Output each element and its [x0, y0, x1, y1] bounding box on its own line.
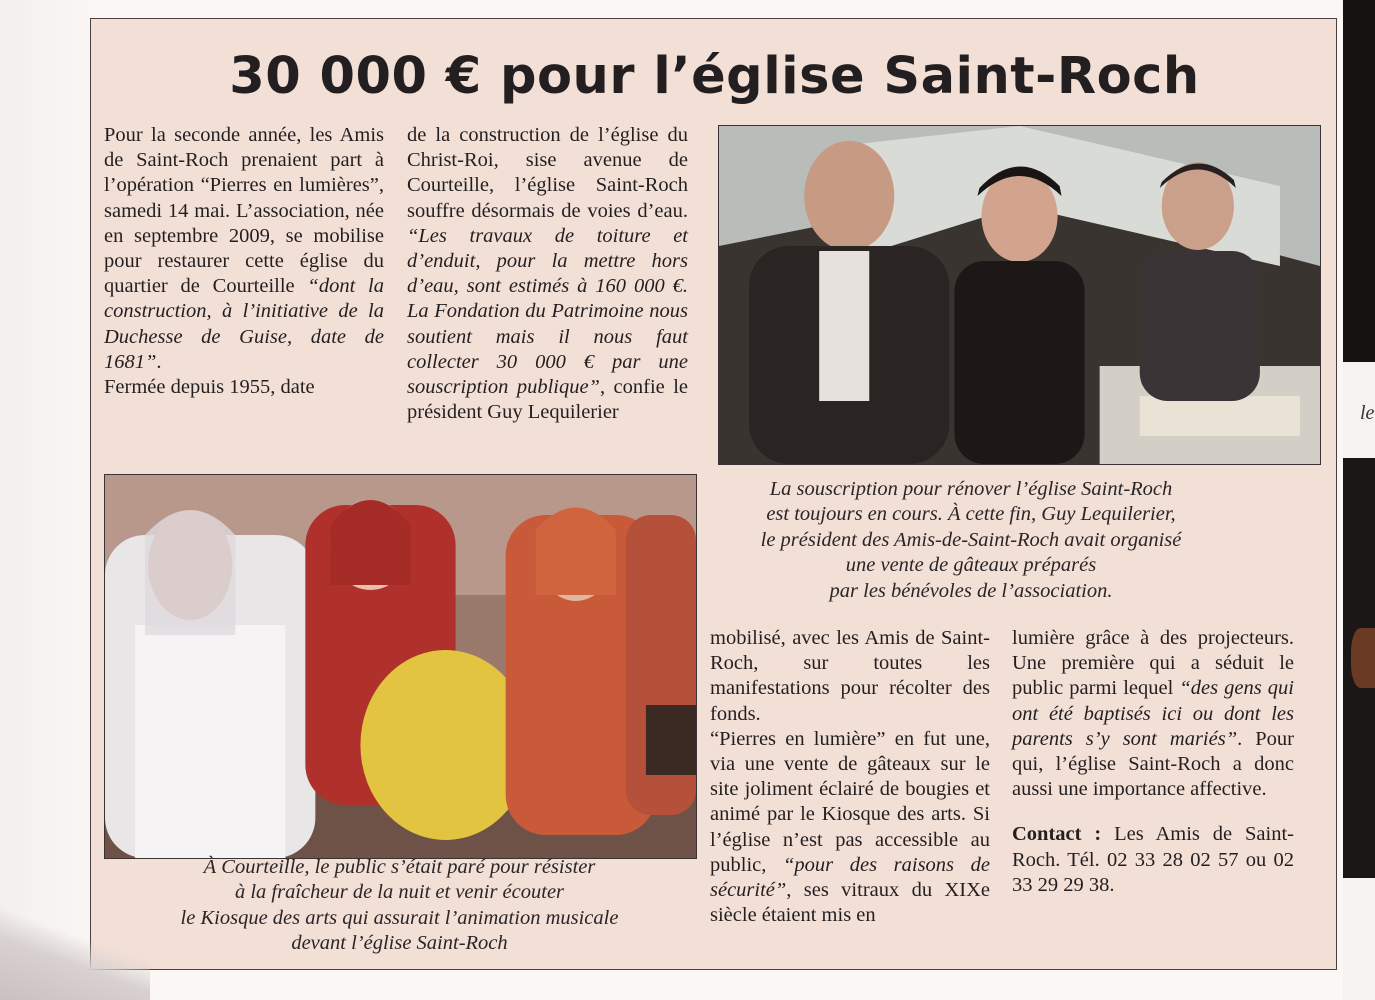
- contact-info: Contact : Les Amis de Saint-Roch. Tél. 02 33 28 02 57 ou 02 33 29 29 38.: [1012, 823, 1294, 896]
- headline: 30 000 € pour l’église Saint-Roch: [229, 47, 1200, 106]
- text-column-1: [104, 123, 384, 400]
- quote: “Les travaux de toiture et d’enduit, pour la mettre hors d’eau, sont estimés à 160 000 €. La Fondation du Patrimoine nous soutient mais il nous faut collecter 30 000 € par une souscription publique”: [407, 224, 688, 399]
- text-column-3: [710, 626, 990, 928]
- paragraph: lumière grâce à des projecteurs. Une première qui a séduit le public parmi lequel “des gens qui ont été baptisés ici ou dont les parents s’y sont mariés”. Pour qui, l’église Saint-Roch a donc aussi une importance affective.: [1012, 627, 1294, 801]
- text-column-2: [407, 123, 688, 425]
- paragraph: Pour la seconde année, les Amis de Saint-Roch prenaient part à l’opération “Pierres en lumières”, samedi 14 mai. L’association, née en septembre 2009, se mobilise pour restaurer cette église du quartier de Courteille “dont la construction, à l’initiative de la Duchesse de Guise, date de 1681”.: [104, 124, 384, 373]
- page-background: [0, 0, 90, 1000]
- caption-bottom-photo: À Courteille, le public s’était paré pour résister à la fraîcheur de la nuit et venir écouter le Kiosque des arts qui assurait l’animation musicale devant l’église Saint-Roch: [180, 856, 619, 955]
- photo-audience-night: [104, 474, 697, 859]
- page-corner-shadow: [0, 900, 150, 1000]
- paragraph: “Pierres en lumière” en fut une, via une vente de gâteaux sur le site joliment éclairé de bougies et animé par le Kiosque des arts. Si l’église n’est pas accessible au public, “pour des raisons de sécurité”, ses vitraux du XIXe siècle étaient mis en: [710, 727, 990, 927]
- paragraph: de la construction de l’église du Christ-Roi, sise avenue de Courteille, l’église Saint-Roch souffre désormais de voies d’eau. “Les travaux de toiture et d’enduit, pour la mettre hors d’eau, sont estimés à 160 000 €. La Fondation du Patrimoine nous soutient mais il nous faut collecter 30 000 € par une souscription publique”, confie le président Guy Lequilerier: [407, 124, 689, 424]
- neighbor-text-fragment: le: [1360, 402, 1375, 424]
- quote: “des gens qui ont été baptisés ici ou dont les parents s’y sont mariés”: [1012, 677, 1294, 750]
- neighbor-photo-bottom: [1343, 458, 1375, 878]
- photo-image: [719, 126, 1320, 464]
- quote: “pour des raisons de sécurité”: [710, 853, 990, 902]
- paragraph: mobilisé, avec les Amis de Saint-Roch, sur toutes les manifestations pour récolter des fonds.: [710, 627, 990, 725]
- contact-label: Contact :: [1012, 823, 1102, 846]
- photo-stand-volunteers: [718, 125, 1321, 465]
- newspaper-article: [90, 18, 1337, 970]
- photo-image: [105, 475, 696, 858]
- text-column-4: [1012, 626, 1294, 898]
- quote: “dont la construction, à l’initiative de la Duchesse de Guise, date de 1681”: [104, 275, 384, 373]
- caption-top-photo: La souscription pour rénover l’église Saint-Roch est toujours en cours. À cette fin, Guy Lequilerier, le président des Amis-de-Saint-Roch avait organisé une vente de gâteaux préparés par les bénévoles de l’association.: [760, 478, 1182, 602]
- paragraph: Fermée depuis 1955, date: [104, 376, 315, 399]
- neighbor-photo-top: [1343, 0, 1375, 362]
